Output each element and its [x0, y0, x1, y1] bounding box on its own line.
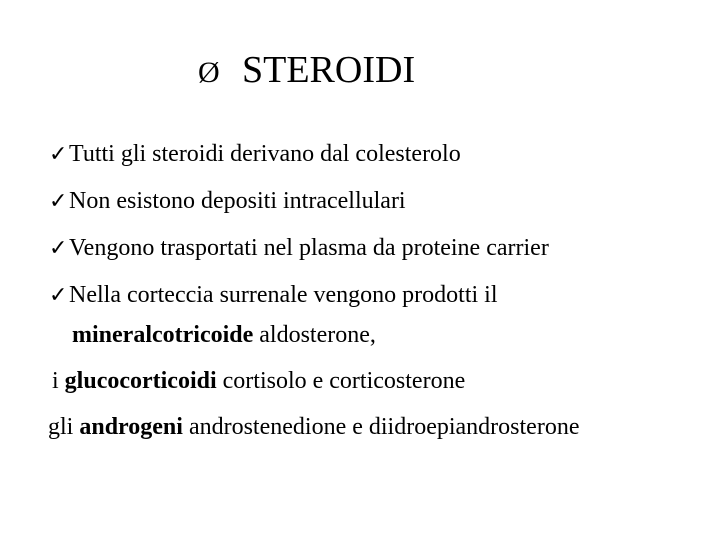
bullet-item	[49, 280, 498, 310]
continuation-text: aldosterone,	[253, 322, 376, 348]
term-glucocorticoids: glucocorticoidi	[64, 368, 217, 394]
text-line-androgens	[48, 412, 579, 442]
line-prefix: i	[52, 368, 65, 394]
arrow-bullet-icon: Ø	[198, 56, 220, 89]
bullet-text: Nella corteccia surrenale vengono prodotti il	[69, 282, 498, 308]
line-rest: cortisolo e corticosterone	[216, 368, 466, 394]
checkmark-icon: ✓	[49, 141, 68, 166]
bullet-text: Tutti gli steroidi derivano dal colesterolo	[69, 141, 461, 167]
term-mineralcorticoid: mineralcotricoide	[72, 322, 254, 348]
line-rest: androstenedione e diidroepiandrosterone	[182, 414, 580, 440]
bullet-continuation	[72, 320, 376, 350]
slide-title	[198, 46, 415, 97]
term-androgens: androgeni	[79, 414, 183, 440]
bullet-item	[49, 139, 461, 169]
bullet-text: Vengono trasportati nel plasma da proteine carrier	[69, 235, 549, 261]
bullet-text: Non esistono depositi intracellulari	[69, 188, 406, 214]
checkmark-icon: ✓	[49, 235, 68, 260]
checkmark-icon: ✓	[49, 282, 68, 307]
slide-title-text: STEROIDI	[242, 49, 416, 91]
line-prefix: gli	[48, 414, 80, 440]
bullet-item	[49, 186, 406, 216]
checkmark-icon: ✓	[49, 188, 68, 213]
text-line-glucocorticoids	[52, 366, 465, 396]
bullet-item	[49, 233, 549, 263]
